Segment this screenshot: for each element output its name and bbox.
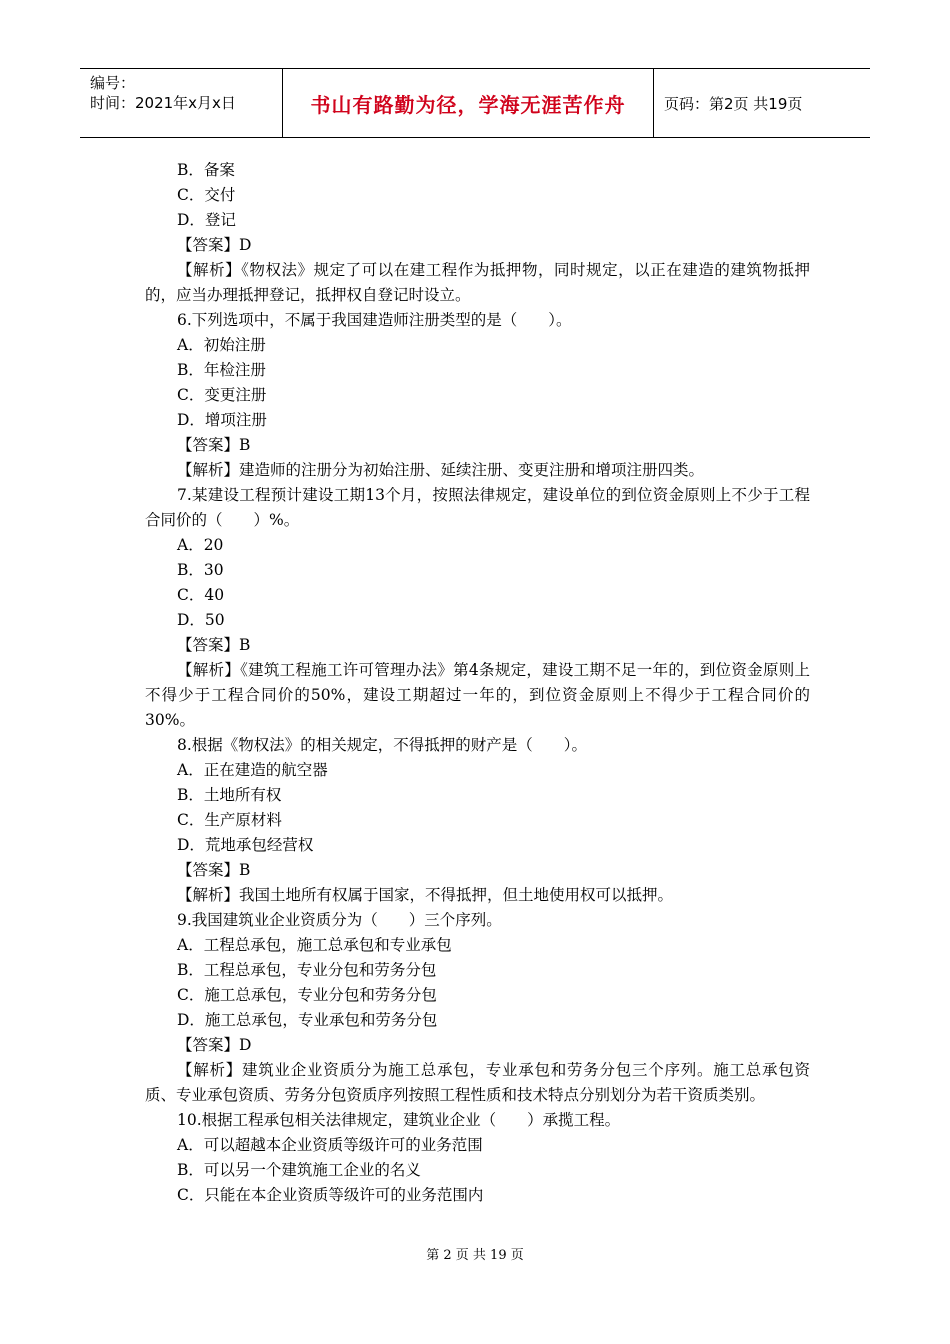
header-left-cell: [80, 69, 282, 137]
text-line: A．可以超越本企业资质等级许可的业务范围: [177, 1136, 483, 1154]
text-line: D．荒地承包经营权: [177, 836, 314, 854]
text-line: B．备案: [177, 161, 235, 179]
text-line: A．工程总承包，施工总承包和专业承包: [177, 936, 452, 954]
text-line: B．年检注册: [177, 361, 266, 379]
header-motto: 书山有路勤为径，学海无涯苦作舟: [282, 69, 654, 137]
text-line: C．变更注册: [177, 386, 267, 404]
text-line: B．工程总承包，专业分包和劳务分包: [177, 961, 437, 979]
text-line: 【答案】B: [177, 861, 251, 879]
text-line: C．只能在本企业资质等级许可的业务范围内: [177, 1186, 484, 1204]
text-line: 【解析】建造师的注册分为初始注册、延续注册、变更注册和增项注册四类。: [177, 461, 705, 479]
text-line: C．交付: [177, 186, 236, 204]
page-header: [80, 68, 870, 138]
page-footer: 第 2 页 共 19 页: [426, 1248, 524, 1263]
text-line: D．增项注册: [177, 411, 267, 429]
text-line: 6.下列选项中，不属于我国建造师注册类型的是（ ）。: [177, 311, 572, 329]
text-line: 7.某建设工程预计建设工期13个月，按照法律规定，建设单位的到位资金原则上不少于工程合同价的（ ）%。: [145, 486, 810, 529]
text-line: D．施工总承包，专业承包和劳务分包: [177, 1011, 438, 1029]
text-line: C．生产原材料: [177, 811, 282, 829]
text-line: 【答案】D: [177, 236, 252, 254]
text-line: 【解析】《建筑工程施工许可管理办法》第4条规定，建设工期不足一年的，到位资金原则上不得少于工程合同价的50%，建设工期超过一年的，到位资金原则上不得少于工程合同价的30%。: [145, 661, 810, 729]
text-line: 【解析】建筑业企业资质分为施工总承包，专业承包和劳务分包三个序列。施工总承包资质、专业承包资质、劳务分包资质序列按照工程性质和技术特点分别划分为若干资质类别。: [145, 1061, 810, 1104]
text-line: C．施工总承包，专业分包和劳务分包: [177, 986, 437, 1004]
text-line: 8.根据《物权法》的相关规定，不得抵押的财产是（ ）。: [177, 736, 588, 754]
text-line: A．20: [177, 536, 224, 554]
document-body: [145, 158, 810, 1208]
text-line: B．30: [177, 561, 224, 579]
text-line: 9.我国建筑业企业资质分为（ ）三个序列。: [177, 911, 502, 929]
text-line: 10.根据工程承包相关法律规定，建筑业企业（ ）承揽工程。: [177, 1111, 621, 1129]
text-line: B．土地所有权: [177, 786, 282, 804]
header-page-number: 页码：第2页 共19页: [664, 94, 803, 113]
text-line: C．40: [177, 586, 225, 604]
text-line: 【答案】B: [177, 436, 251, 454]
text-line: 【解析】《物权法》规定了可以在建工程作为抵押物，同时规定，以正在建造的建筑物抵押的，应当办理抵押登记，抵押权自登记时设立。: [145, 261, 810, 304]
text-line: 【答案】D: [177, 1036, 252, 1054]
serial-number-label: 编号：: [90, 74, 136, 92]
text-line: B．可以另一个建筑施工企业的名义: [177, 1161, 421, 1179]
text-line: A．正在建造的航空器: [177, 761, 328, 779]
text-line: 【解析】我国土地所有权属于国家，不得抵押，但土地使用权可以抵押。: [177, 886, 674, 904]
text-line: A．初始注册: [177, 336, 266, 354]
time-label: 时间：2021年x月x日: [90, 94, 236, 112]
text-line: 【答案】B: [177, 636, 251, 654]
text-line: D．登记: [177, 211, 236, 229]
text-line: D．50: [177, 611, 225, 629]
